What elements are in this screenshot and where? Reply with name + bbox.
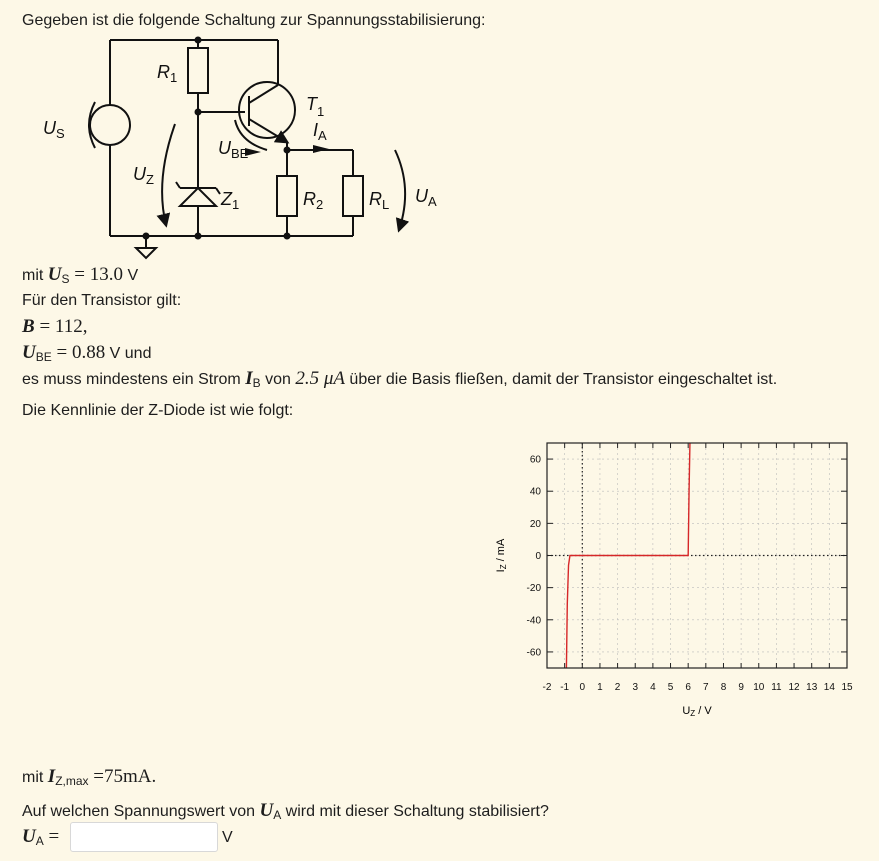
izmax-text: mit $I_{Z,max} =75mA$. (22, 766, 157, 788)
resistor-r2 (277, 176, 297, 216)
given-ib: es muss mindestens ein Strom $I_B$ von 2.5 μA über die Basis fließen, damit der Transistor eingeschaltet ist. (22, 368, 778, 390)
answer-input[interactable] (70, 822, 218, 852)
intro-text: Gegeben ist die folgende Schaltung zur Spannungsstabilisierung: (22, 12, 486, 29)
x-tick-label: 11 (771, 682, 782, 693)
x-tick-label: 1 (597, 682, 603, 693)
x-tick-label: 4 (650, 682, 656, 693)
x-tick-label: 6 (685, 682, 691, 693)
ua-arrow (395, 150, 405, 230)
y-axis-label: IZ / mA (495, 538, 508, 573)
zener-characteristic-chart (470, 435, 870, 735)
us-arrow (89, 102, 95, 148)
x-tick-label: 7 (703, 682, 709, 693)
uz-arrow (162, 124, 175, 225)
svg-text:UZ: $U_Z$ (133, 164, 154, 187)
x-tick-label: 9 (738, 682, 744, 693)
svg-text:US: $U_S$ (43, 118, 65, 141)
answer-label: $U_A$ = (22, 826, 60, 848)
x-tick-label: 3 (632, 682, 639, 693)
x-tick-label: 0 (579, 682, 586, 693)
resistor-rl (343, 176, 363, 216)
circuit-diagram (35, 30, 455, 265)
x-tick-label: 10 (753, 682, 765, 693)
y-tick-label: -60 (526, 647, 541, 659)
x-tick-label: 5 (667, 682, 674, 693)
x-axis-label: UZ / V (682, 705, 712, 718)
x-tick-label: 15 (841, 682, 853, 693)
series-line (566, 443, 690, 668)
voltage-source-symbol (90, 105, 130, 145)
x-tick-label: 12 (788, 682, 800, 693)
svg-text:T1: $T_1$ (306, 94, 325, 119)
x-tick-label: 13 (806, 682, 818, 693)
y-tick-label: 0 (535, 551, 541, 562)
svg-text:R2: $R_2$ (303, 189, 324, 212)
svg-text:UA: $U_A$ (415, 186, 437, 209)
given-ube: $U_{BE} = 0.88$ V und (22, 342, 152, 364)
resistor-r1 (188, 48, 208, 93)
y-tick-label: 60 (529, 454, 541, 466)
x-tick-label: 8 (720, 682, 727, 693)
y-tick-label: 40 (529, 486, 541, 498)
given-b: B = 112, (22, 316, 88, 337)
diode-intro: Die Kennlinie der Z-Diode ist wie folgt: (22, 402, 294, 419)
svg-text:UBE: $U_{BE}$ (218, 138, 249, 161)
svg-text:RL: $R_L$ (369, 189, 390, 212)
transistor-intro: Für den Transistor gilt: (22, 292, 182, 309)
answer-unit: V (222, 829, 233, 846)
x-tick-label: 2 (614, 682, 621, 693)
x-tick-label: -1 (560, 682, 570, 693)
x-tick-label: -2 (542, 682, 552, 693)
y-tick-label: -20 (526, 583, 541, 595)
question-text: Auf welchen Spannungswert von $U_A$ wird mit dieser Schaltung stabilisiert? (22, 800, 549, 822)
svg-text:IA: $I_A$ (313, 120, 327, 143)
svg-text:R1: $R_1$ (157, 62, 178, 85)
y-tick-label: -40 (526, 615, 541, 627)
zener-diode-z1 (180, 188, 216, 206)
given-us: mit $U_S = 13.0$ V (22, 264, 139, 286)
svg-text:Z1: $Z_1$ (221, 189, 240, 212)
y-tick-label: 20 (529, 518, 541, 530)
x-tick-label: 14 (823, 682, 835, 693)
